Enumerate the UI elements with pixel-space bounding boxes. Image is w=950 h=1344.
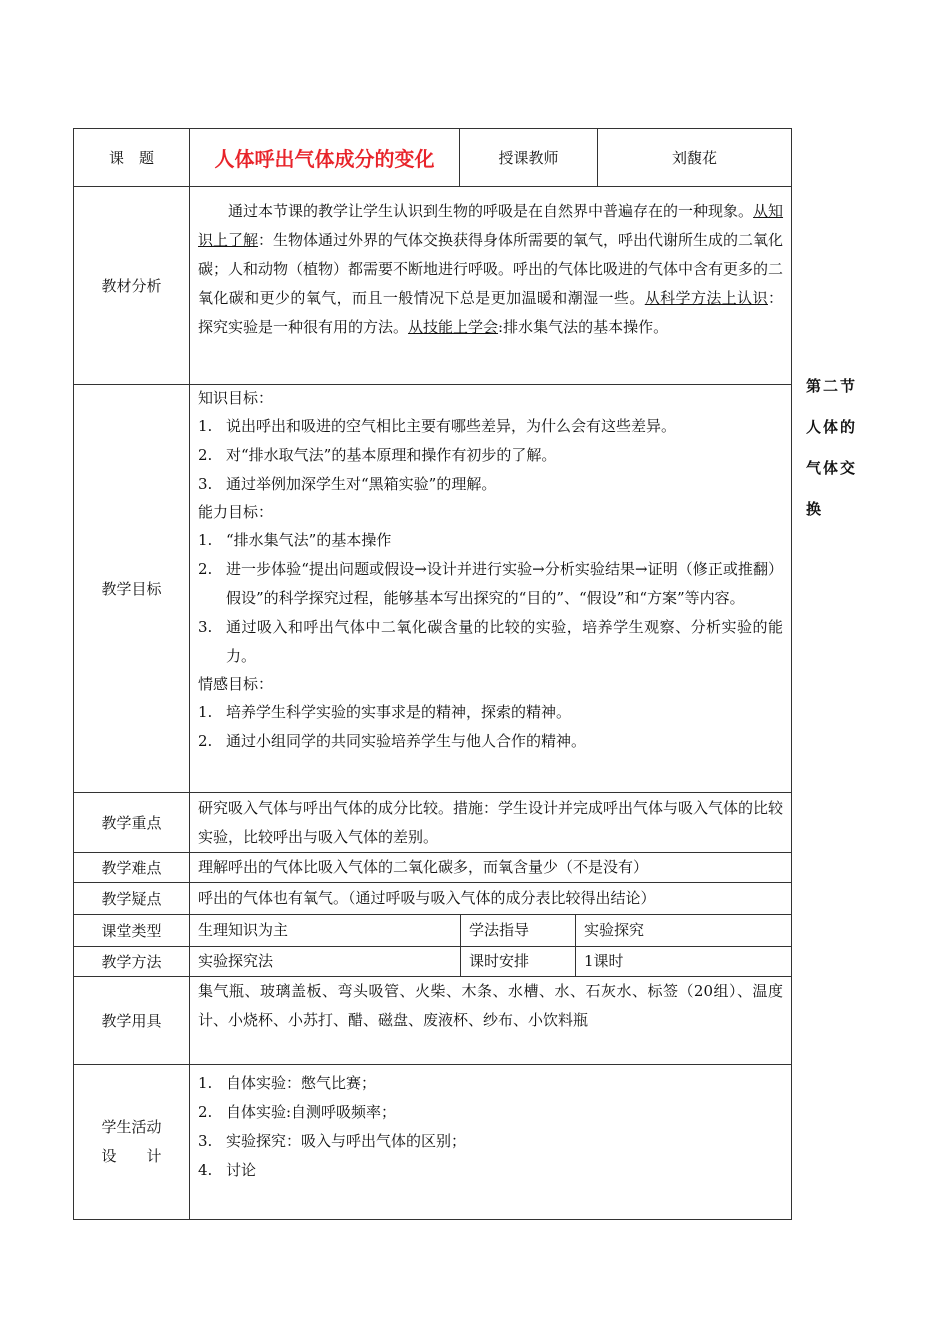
list-item-text: 自体实验:自测呼吸频率； xyxy=(226,1103,397,1121)
analysis-label: 教材分析 xyxy=(74,187,190,385)
activity-row xyxy=(74,1065,792,1220)
activity-list xyxy=(198,1065,783,1185)
list-item-number: 3. xyxy=(198,475,213,493)
list-item xyxy=(198,470,783,499)
list-item-text: 通过举例加深学生对“黑箱实验”的理解。 xyxy=(226,475,497,493)
method-row xyxy=(74,947,792,977)
goals-row xyxy=(74,385,792,793)
tools-row xyxy=(74,977,792,1065)
list-item-text: “排水集气法”的基本操作 xyxy=(226,531,392,549)
doubt-label: 教学疑点 xyxy=(74,883,190,915)
lesson-plan-table xyxy=(73,128,792,1220)
list-item-number: 2. xyxy=(198,560,213,578)
difficulty-row xyxy=(74,853,792,883)
doubt-text: 呼出的气体也有氧气。（通过呼吸与吸入气体的成分表比较得出结论） xyxy=(190,883,792,915)
goals-label: 教学目标 xyxy=(74,385,190,793)
ability-heading: 能力目标： xyxy=(198,503,274,521)
schedule-label: 课时安排 xyxy=(461,947,576,976)
doubt-row xyxy=(74,883,792,915)
list-item xyxy=(198,1156,783,1185)
side-section-note xyxy=(806,366,866,530)
analysis-paragraph xyxy=(198,187,783,342)
list-item-number: 1. xyxy=(198,1074,213,1092)
list-item-number: 3. xyxy=(198,1132,213,1150)
focus-text: 研究吸入气体与呼出气体的成分比较。措施：学生设计并完成呼出气体与吸入气体的比较实验，比较呼出与吸入气体的差别。 xyxy=(190,793,792,853)
list-item xyxy=(198,698,783,727)
method-text: ：探究实验是一种很有用的方法。 xyxy=(198,289,784,336)
class-type-label: 课堂类型 xyxy=(74,915,190,947)
emotion-goal-list xyxy=(198,698,783,756)
list-item xyxy=(198,1069,783,1098)
list-item-number: 1. xyxy=(198,703,213,721)
ability-goal-list xyxy=(198,526,783,671)
list-item xyxy=(198,441,783,470)
list-item-text: 通过小组同学的共同实验培养学生与他人合作的精神。 xyxy=(226,732,587,750)
method-label: 教学方法 xyxy=(74,947,190,977)
side-note-line: 换 xyxy=(806,500,824,518)
emotion-heading: 情感目标： xyxy=(198,675,274,693)
teacher-name: 刘馥花 xyxy=(598,129,792,187)
list-item-text: 通过吸入和呼出气体中二氧化碳含量的比较的实验，培养学生观察、分析实验的能力。 xyxy=(226,618,784,665)
activity-content xyxy=(190,1065,792,1220)
list-item-number: 2. xyxy=(198,1103,213,1121)
list-item-number: 2. xyxy=(198,446,213,464)
schedule-value: 1课时 xyxy=(584,952,624,970)
focus-label: 教学重点 xyxy=(74,793,190,853)
difficulty-text: 理解呼出的气体比吸入气体的二氧化碳多，而氧含量少（不是没有） xyxy=(190,853,792,883)
side-note-line: 人体的 xyxy=(806,418,858,436)
activity-label xyxy=(74,1065,190,1220)
list-item-text: 对“排水取气法”的基本原理和操作有初步的了解。 xyxy=(226,446,557,464)
list-item xyxy=(198,727,783,756)
study-guide-value: 实验探究 xyxy=(584,921,645,939)
class-type-value: 生理知识为主 xyxy=(190,915,461,946)
study-guide-label: 学法指导 xyxy=(461,915,576,946)
class-type-row xyxy=(74,915,792,947)
list-item xyxy=(198,412,783,441)
focus-row xyxy=(74,793,792,853)
list-item-text: 说出呼出和吸进的空气相比主要有哪些差异，为什么会有这些差异。 xyxy=(226,417,677,435)
list-item-text: 讨论 xyxy=(226,1161,257,1179)
topic-label: 课 题 xyxy=(74,129,190,187)
list-item-number: 1. xyxy=(198,417,213,435)
lesson-title: 人体呼出气体成分的变化 xyxy=(190,129,460,187)
method-value: 实验探究法 xyxy=(190,947,461,976)
list-item xyxy=(198,1127,783,1156)
tools-text: 集气瓶、玻璃盖板、弯头吸管、火柴、木条、水槽、水、石灰水、标签（20组）、温度计、小烧杯、小苏打、醋、磁盘、废液杯、纱布、小饮料瓶 xyxy=(190,977,792,1065)
analysis-intro: 通过本节课的教学让学生认识到生物的呼吸是在自然界中普遍存在的一种现象。 xyxy=(228,202,754,220)
skill-text: :排水集气法的基本操作。 xyxy=(498,318,669,336)
list-item-text: 培养学生科学实验的实事求是的精神，探索的精神。 xyxy=(226,703,572,721)
difficulty-label: 教学难点 xyxy=(74,853,190,883)
list-item xyxy=(198,555,783,613)
list-item-text: 自体实验：憋气比赛； xyxy=(226,1074,377,1092)
list-item-number: 3. xyxy=(198,618,213,636)
knowledge-keyword: 从知识上了解 xyxy=(198,202,784,249)
list-item-number: 4. xyxy=(198,1161,213,1179)
list-item xyxy=(198,613,783,671)
side-note-line: 第二节 xyxy=(806,377,858,395)
method-cell xyxy=(190,947,792,977)
list-item-number: 1. xyxy=(198,531,213,549)
activity-label-line2: 设 计 xyxy=(101,1147,162,1165)
skill-keyword: 从技能上学会 xyxy=(408,318,499,336)
list-item xyxy=(198,1098,783,1127)
method-keyword: 从科学方法上认识 xyxy=(644,289,768,307)
list-item xyxy=(198,526,783,555)
knowledge-text: ：生物体通过外界的气体交换获得身体所需要的氧气，呼出代谢所生成的二氧化碳；人和动物（植物）都需要不断地进行呼吸。呼出的气体比吸进的气体中含有更多的二氧化碳和更少的氧气，而且一般情况下总是更加温暖和潮湿一些。 xyxy=(198,231,784,307)
side-note-line: 气体交 xyxy=(806,459,858,477)
header-row xyxy=(74,129,792,187)
analysis-content xyxy=(190,187,792,385)
tools-label: 教学用具 xyxy=(74,977,190,1065)
teacher-label: 授课教师 xyxy=(460,129,598,187)
list-item-number: 2. xyxy=(198,732,213,750)
analysis-row xyxy=(74,187,792,385)
knowledge-goal-list xyxy=(198,412,783,499)
class-type-cell xyxy=(190,915,792,947)
list-item-text: 实验探究：吸入与呼出气体的区别； xyxy=(226,1132,467,1150)
activity-label-line1: 学生活动 xyxy=(101,1118,162,1136)
list-item-text: 进一步体验“提出问题或假设→设计并进行实验→分析实验结果→证明（修正或推翻）假设”的科学探究过程，能够基本写出探究的“目的”、“假设”和“方案”等内容。 xyxy=(226,560,784,607)
goals-content xyxy=(190,385,792,793)
knowledge-heading: 知识目标： xyxy=(198,389,274,407)
